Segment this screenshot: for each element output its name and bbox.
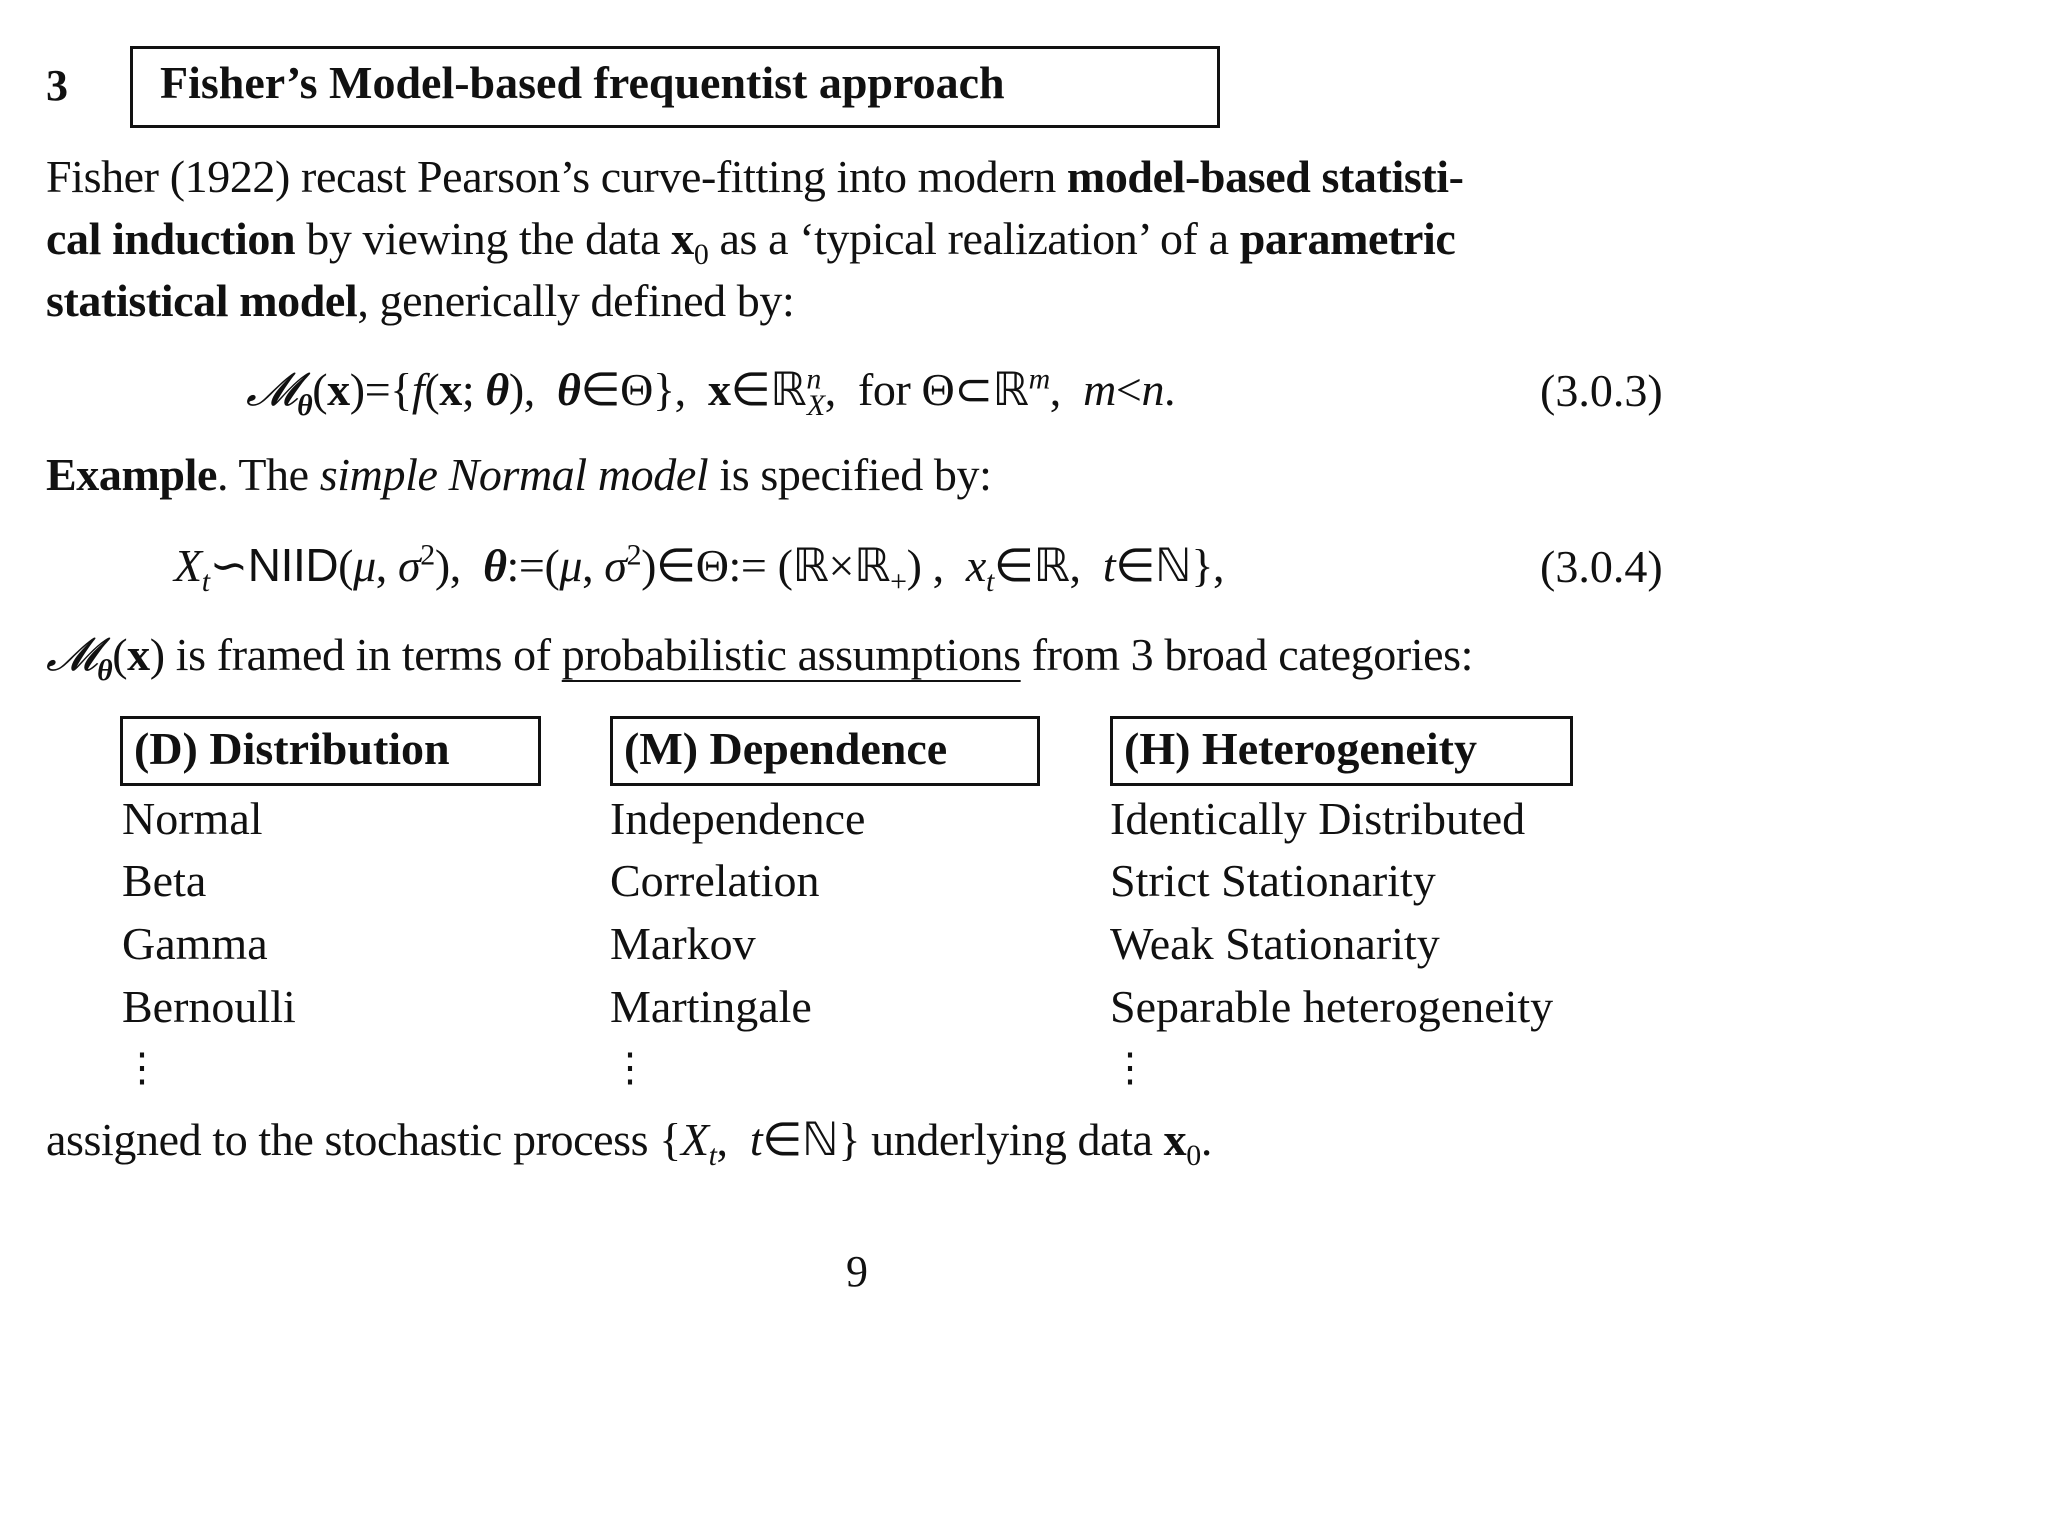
intro-text: by viewing the data	[295, 213, 672, 264]
equation-3-0-3: 𝓜$_\theta$(x)={f(x; θ), θ∈Θ}, x∈ℝ$^n_X$, for Θ⊂ℝ$^m$, m<n.	[246, 362, 1176, 423]
intro-text: as a ‘typical realization’ of a	[708, 213, 1240, 264]
intro-text: , generically defined by:	[357, 275, 795, 326]
intro-bold-term: parametric	[1239, 213, 1456, 264]
equation-number: (3.0.3)	[1540, 365, 1663, 416]
equation-3-0-4: $X_t∽NIID(\mu$, $\sigma^2$), θ:=(μ, $\sigma^2)\in\Theta:=$ (ℝ×ℝ$_+$) , $x_t\in ℝ$, t∈ℕ},	[174, 538, 1225, 599]
category-item: Weak Stationarity	[1110, 918, 1440, 969]
intro-line-2	[46, 212, 1456, 272]
category-item: Strict Stationarity	[1110, 855, 1436, 906]
intro-line-1	[46, 150, 1464, 203]
vertical-ellipsis: ⋮	[122, 1045, 162, 1090]
vertical-ellipsis: ⋮	[1110, 1045, 1150, 1090]
category-item: Separable heterogeneity	[1110, 981, 1554, 1032]
category-item: Martingale	[610, 981, 812, 1032]
category-item: Identically Distributed	[1110, 793, 1526, 844]
intro-bold-term: model-based statisti-	[1066, 151, 1464, 202]
category-item: Correlation	[610, 855, 820, 906]
page-number: 9	[846, 1247, 868, 1296]
intro-text: Fisher (1922) recast Pearson’s curve-fitting into modern	[46, 151, 1067, 202]
intro-bold-term: statistical model	[46, 275, 358, 326]
example-text: . The	[216, 449, 320, 500]
category-item: Normal	[122, 793, 263, 844]
framed-suffix: from 3 broad categories:	[1020, 629, 1474, 680]
section-number: 3	[46, 61, 68, 110]
category-header-distribution: (D) Distribution	[134, 723, 450, 774]
category-item: Beta	[122, 855, 207, 906]
intro-bold-term: cal induction	[46, 213, 296, 264]
category-item: Bernoulli	[122, 981, 296, 1032]
category-item: Markov	[610, 918, 756, 969]
data-symbol: x	[671, 213, 694, 264]
section-title: Fisher’s Model-based frequentist approach	[160, 57, 1005, 108]
category-header-heterogeneity: (H) Heterogeneity	[1124, 723, 1477, 774]
example-line	[46, 448, 991, 501]
category-item: Independence	[610, 793, 866, 844]
underlined-term: probabilistic assumptions	[561, 629, 1021, 680]
category-header-dependence: (M) Dependence	[624, 723, 948, 774]
equation-number: (3.0.4)	[1540, 541, 1663, 592]
example-italic-term: simple Normal model	[319, 449, 709, 500]
closing-line: assigned to the stochastic process {$X_t$, t∈ℕ} underlying data $x_0$.	[46, 1114, 1212, 1173]
category-item: Gamma	[122, 918, 268, 969]
intro-line-3	[46, 274, 794, 327]
framed-line: 𝓜$_\theta$(x) is framed in terms of probabilistic assumptions from 3 broad categories:	[46, 629, 1474, 688]
example-label: Example	[46, 449, 217, 500]
example-text: is specified by:	[708, 449, 992, 500]
vertical-ellipsis: ⋮	[610, 1045, 650, 1090]
data-subscript: 0	[693, 238, 709, 272]
